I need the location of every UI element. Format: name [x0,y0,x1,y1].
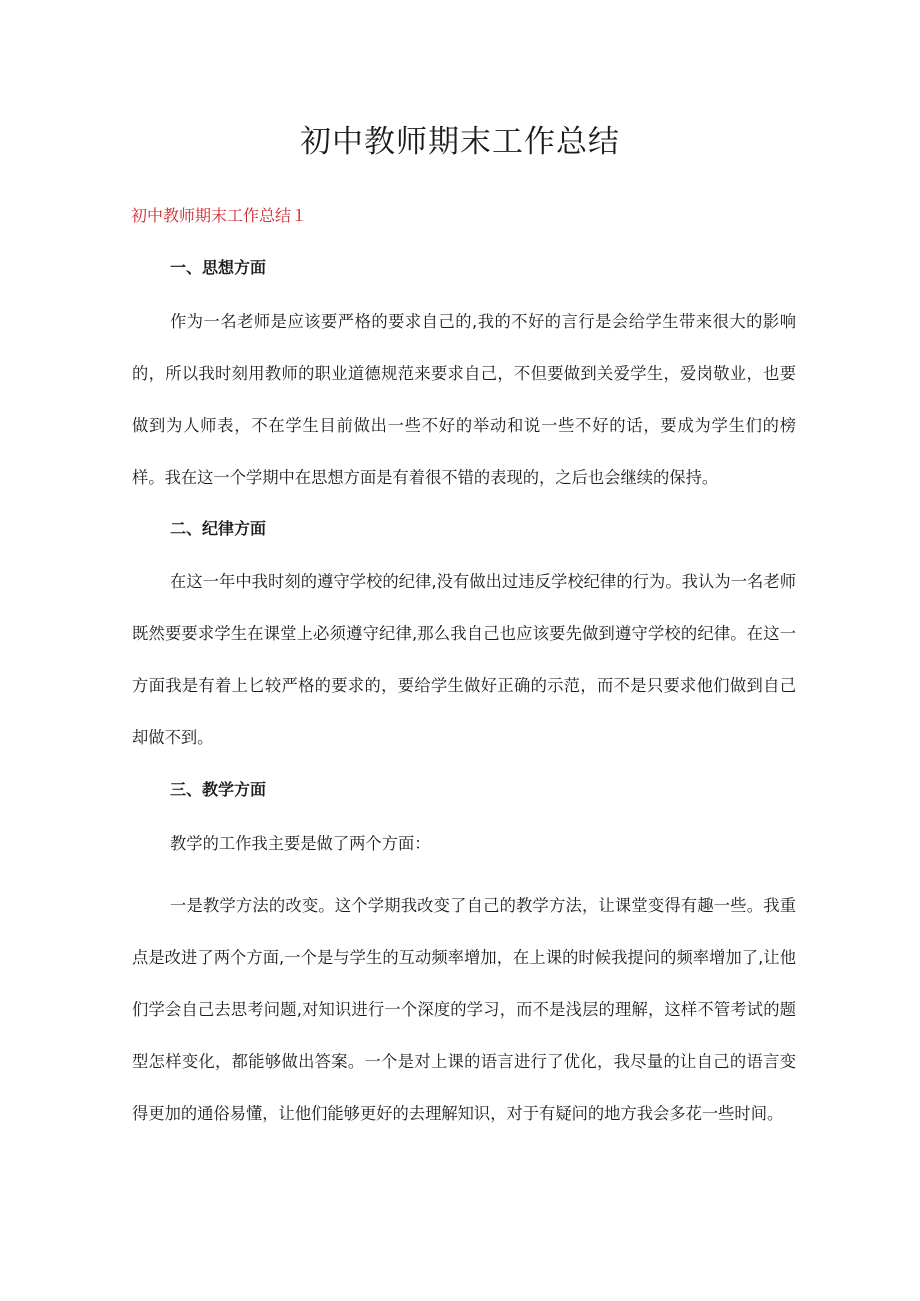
paragraph-teaching-method: 一是教学方法的改变。这个学期我改变了自己的教学方法，让课堂变得有趣一些。我重点是改进了两个方面,一个是与学生的互动频率增加，在上课的时候我提问的频率增加了,让他们学会自己去思考问题,对知识进行一个深度的学习，而不是浅层的理解，这样不管考试的题型怎样变化，都能够做出答案。一个是对上课的语言进行了优化，我尽量的让自己的语言变得更加的通俗易懂，让他们能够更好的去理解知识，对于有疑问的地方我会多花一些时间。 [132,896,796,1123]
heading-teaching: 三、教学方面 [170,780,267,799]
heading-thought: 一、思想方面 [170,258,267,277]
heading-discipline: 二、纪律方面 [170,519,267,538]
paragraph-teaching-intro: 教学的工作我主要是做了两个方面： [170,834,431,853]
document-title: 初中教师期末工作总结 [300,124,620,160]
section-title: 初中教师期末工作总结１ [131,206,308,225]
paragraph-thought: 作为一名老师是应该要严格的要求自己的,我的不好的言行是会给学生带来很大的影响的，所以我时刻用教师的职业道德规范来要求自己，不但要做到关爱学生，爱岗敬业，也要做到为人师表，不在学生目前做出一些不好的举动和说一些不好的话，要成为学生们的榜样。我在这一个学期中在思想方面是有着很不错的表现的，之后也会继续的保持。 [132,312,796,487]
paragraph-discipline: 在这一年中我时刻的遵守学校的纪律,没有做出过违反学校纪律的行为。我认为一名老师既然要要求学生在课堂上必须遵守纪律,那么我自己也应该要先做到遵守学校的纪律。在这一方面我是有着上匕较严格的要求的，要给学生做好正确的示范，而不是只要求他们做到自己却做不到。 [132,572,796,747]
